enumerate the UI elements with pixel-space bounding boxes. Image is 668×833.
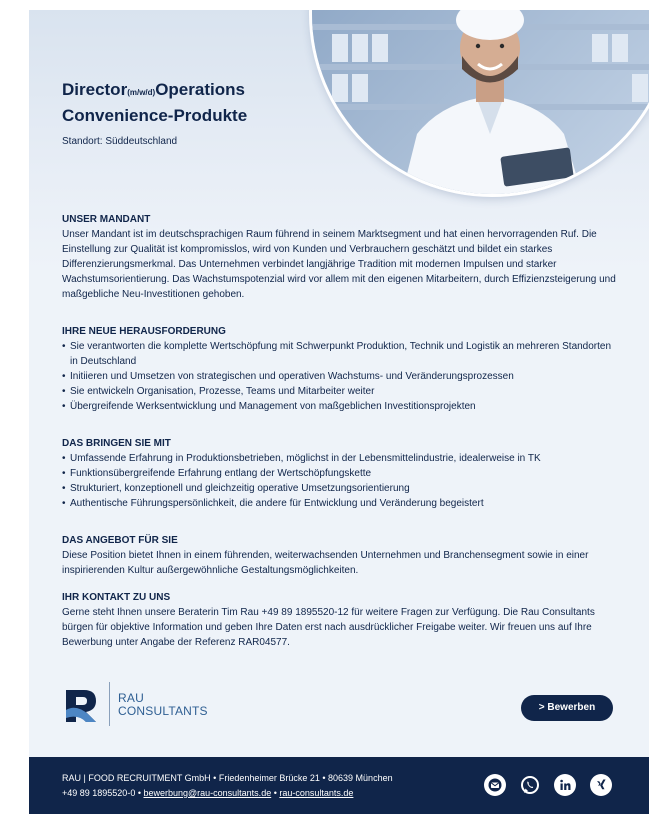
hero-photo xyxy=(312,10,649,194)
footer-contact: +49 89 1895520-0 • bewerbung@rau-consultants.de • rau-consultants.de xyxy=(62,788,354,798)
footer-email-link[interactable]: bewerbung@rau-consultants.de xyxy=(143,788,272,798)
section-profil xyxy=(62,437,618,511)
logo-mark-icon xyxy=(62,684,102,724)
section-heading: DAS ANGEBOT FÜR SIE xyxy=(62,535,178,546)
bullet-list xyxy=(62,451,618,511)
job-title: Director(m/w/d)Operations Convenience-Produkte xyxy=(62,80,248,125)
section-heading: DAS BRINGEN SIE MIT xyxy=(62,438,171,449)
email-icon[interactable] xyxy=(484,774,506,796)
section-text: Unser Mandant ist im deutschsprachigen Raum führend in seinem Marktsegment und hat einen hervorragenden Ruf. Die Einstellung zur Qualität ist kompromisslos, wird von Kunden und Verbrauchern geschätzt und bildet ein starkes Differenzierungsmerkmal. Das Unternehmen verbindet langjährige Tradition mit modernen Impulsen und starker Wachstumsorientierung. Das Wachstumspotenzial wird vor allem mit den eigenen Mitarbeitern, durch Effizienzsteigerung und maßgebliche Neu-Investitionen gehoben. xyxy=(62,229,616,300)
apply-button[interactable]: > Bewerben xyxy=(521,695,613,721)
list-item: • Sie verantworten die komplette Wertschöpfung mit Schwerpunkt Produktion, Technik und Logistik an mehreren Standorten in Deutschland xyxy=(62,339,618,369)
worker-photo-illustration xyxy=(312,10,649,194)
section-heading: IHR KONTAKT ZU UNS xyxy=(62,592,171,603)
location: Standort: Süddeutschland xyxy=(62,136,178,147)
list-item: • Authentische Führungspersönlichkeit, die andere für Entwicklung und Veränderung begeistert xyxy=(62,496,618,511)
xing-icon[interactable] xyxy=(590,774,612,796)
bullet-list xyxy=(62,339,618,414)
section-angebot xyxy=(62,534,618,578)
section-text: Diese Position bietet Ihnen in einem führenden, weiterwachsenden Unternehmen und Branchensegment sowie in einer inspirierenden Kultur außergewöhnliche Gestaltungsmöglichkeiten. xyxy=(62,550,589,576)
section-text: Gerne steht Ihnen unsere Beraterin Tim Rau +49 89 1895520-12 für weitere Fragen zur Verfügung. Die Rau Consultants bürgen für objektive Information und geben Ihre Daten erst nach ausdrücklicher Freigabe weiter. Wir freuen uns auf Ihre Bewerbung unter Angabe der Referenz RAR04577. xyxy=(62,607,595,648)
footer-address: RAU | FOOD RECRUITMENT GmbH • Friedenheimer Brücke 21 • 80639 München xyxy=(62,773,393,783)
section-kontakt xyxy=(62,591,618,650)
logo-wordmark: RAU CONSULTANTS xyxy=(118,691,208,718)
section-heading: UNSER MANDANT xyxy=(62,214,151,225)
footer-phone: +49 89 1895520-0 xyxy=(62,788,136,798)
linkedin-icon[interactable] xyxy=(554,774,576,796)
list-item: • Initiieren und Umsetzen von strategischen und operativen Wachstums- und Veränderungsprozessen xyxy=(62,369,618,384)
logo-divider xyxy=(109,682,110,726)
list-item: • Übergreifende Werksentwicklung und Management von maßgeblichen Investitionsprojekten xyxy=(62,399,618,414)
list-item: • Strukturiert, konzeptionell und gleichzeitig operative Umsetzungsorientierung xyxy=(62,481,618,496)
footer-website-link[interactable]: rau-consultants.de xyxy=(279,788,354,798)
job-description xyxy=(62,213,618,650)
footer xyxy=(29,757,649,814)
whatsapp-icon[interactable] xyxy=(519,774,541,796)
rau-consultants-logo[interactable] xyxy=(62,682,222,726)
section-herausforderung xyxy=(62,325,618,414)
list-item: • Umfassende Erfahrung in Produktionsbetrieben, möglichst in der Lebensmittelindustrie, idealerweise in TK xyxy=(62,451,618,466)
list-item: • Funktionsübergreifende Erfahrung entlang der Wertschöpfungskette xyxy=(62,466,618,481)
list-item: • Sie entwickeln Organisation, Prozesse, Teams und Mitarbeiter weiter xyxy=(62,384,618,399)
section-mandant xyxy=(62,213,618,302)
gender-tag: (m/w/d) xyxy=(127,88,156,97)
job-ad-card xyxy=(29,10,649,757)
section-heading: IHRE NEUE HERAUSFORDERUNG xyxy=(62,326,226,337)
